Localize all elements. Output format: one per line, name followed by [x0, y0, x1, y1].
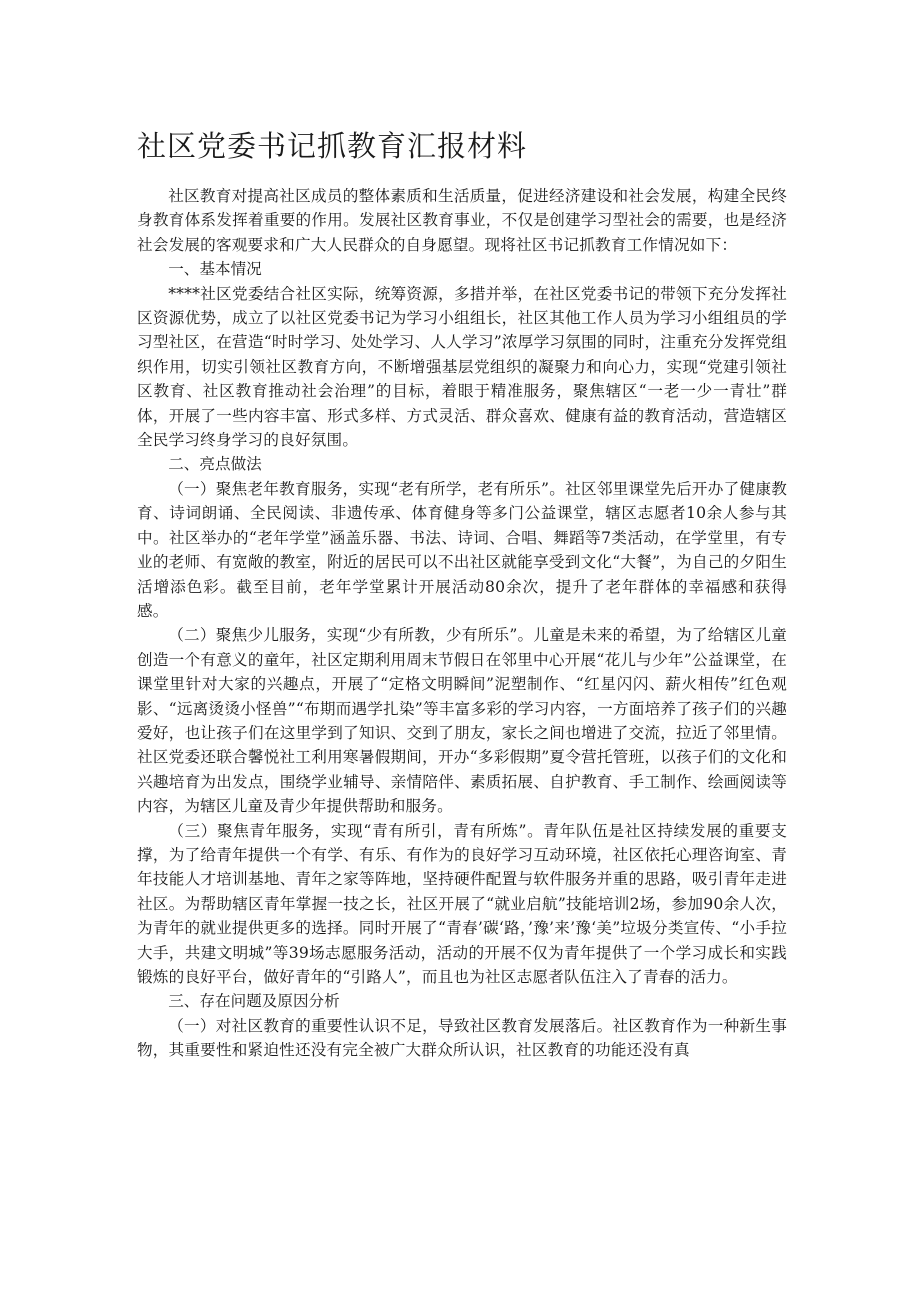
section-heading-basic: 一、基本情况: [168, 260, 262, 279]
problem-awareness-paragraph: （一）对社区教育的重要性认识不足，导致社区教育发展落后。社区教育作为一种新生事物，其重要性和紧迫性还没有完全被广大群众所认识，社区教育的功能还没有真: [137, 1016, 787, 1060]
document-title: 社区党委书记抓教育汇报材料: [137, 129, 528, 163]
highlight-children-paragraph: （二）聚焦少儿服务，实现“少有所教，少有所乐”。儿童是未来的希望，为了给辖区儿童创造一个有意义的童年，社区定期利用周末节假日在邻里中心开展“花儿与少年”公益课堂，在课堂里针对大家的兴趣点，开展了“定格文明瞬间”泥塑制作、“红星闪闪、薪火相传”红色观影、“远离烫烫小怪兽”“布期而遇学扎染”等丰富多彩的学习内容，一方面培养了孩子们的兴趣爱好，也让孩子们在这里学到了知识、交到了朋友，家长之间也增进了交流，拉近了邻里情。社区党委还联合馨悦社工利用寒暑假期间，开办“多彩假期”夏令营托管班，以孩子们的文化和兴趣培育为出发点，围绕学业辅导、亲情陪伴、素质拓展、自护教育、手工制作、绘画阅读等内容，为辖区儿童及青少年提供帮助和服务。: [137, 626, 787, 816]
document-body: [137, 124, 787, 1063]
highlight-youth-paragraph: （三）聚焦青年服务，实现“青有所引，青有所炼”。青年队伍是社区持续发展的重要支撑，为了给青年提供一个有学、有乐、有作为的良好学习互动环境，社区依托心理咨询室、青年技能人才培训基地、青年之家等阵地，坚持硬件配置与软件服务并重的思路，吸引青年走进社区。为帮助辖区青年掌握一技之长，社区开展了“就业启航”技能培训2场，参加90余人次，为青年的就业提供更多的选择。同时开展了“青春’碳‘路，’豫’来’豫‘美”垃圾分类宣传、“小手拉大手，共建文明城”等39场志愿服务活动，活动的开展不仅为青年提供了一个学习成长和实践锻炼的良好平台，做好青年的“引路人”，而且也为社区志愿者队伍注入了青春的活力。: [137, 821, 787, 986]
section-heading-highlights: 二、亮点做法: [168, 455, 262, 474]
section-basic-paragraph: ****社区党委结合社区实际，统筹资源，多措并举，在社区党委书记的带领下充分发挥社区资源优势，成立了以社区党委书记为学习小组组长，社区其他工作人员为学习小组组员的学习型社区，在营造“时时学习、处处学习、人人学习”浓厚学习氛围的同时，注重充分发挥党组织作用，切实引领社区教育方向，不断增强基层党组织的凝聚力和向心力，实现“党建引领社区教育、社区教育推动社会治理”的目标，着眼于精准服务，聚焦辖区“一老一少一青壮”群体，开展了一些内容丰富、形式多样、方式灵活、群众喜欢、健康有益的教育活动，营造辖区全民学习终身学习的良好氛围。: [137, 284, 787, 450]
intro-paragraph: 社区教育对提高社区成员的整体素质和生活质量，促进经济建设和社会发展，构建全民终身教育体系发挥着重要的作用。发展社区教育事业，不仅是创建学习型社会的需要，也是经济社会发展的客观要求和广大人民群众的自身愿望。现将社区书记抓教育工作情况如下：: [137, 187, 787, 254]
highlight-elderly-paragraph: （一）聚焦老年教育服务，实现“老有所学，老有所乐”。社区邻里课堂先后开办了健康教育、诗词朗诵、全民阅读、非遗传承、体育健身等多门公益课堂，辖区志愿者10余人参与其中。社区举办的“老年学堂”涵盖乐器、书法、诗词、合唱、舞蹈等7类活动，在学堂里，有专业的老师、有宽敞的教室，附近的居民可以不出社区就能享受到文化“大餐”，为自己的夕阳生活增添色彩。截至目前，老年学堂累计开展活动80余次，提升了老年群体的幸福感和获得感。: [137, 479, 787, 620]
section-heading-problems: 三、存在问题及原因分析: [168, 992, 340, 1011]
